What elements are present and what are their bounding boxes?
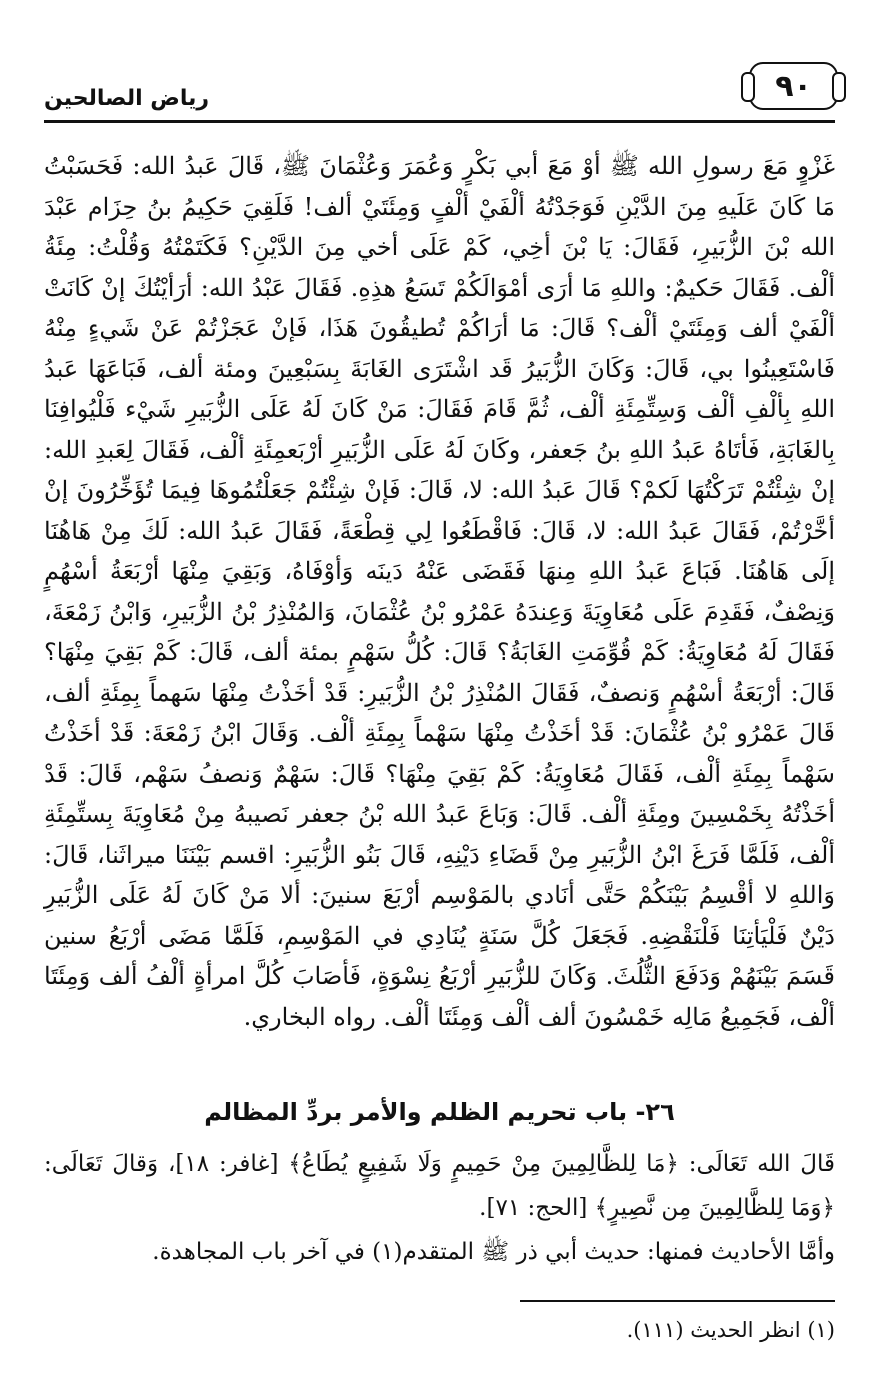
- page-number: ٩٠: [775, 68, 812, 104]
- quran-verses-paragraph: قَالَ الله تَعَالَى: ﴿مَا لِلظَّالِمِينَ مِنْ حَمِيمٍ وَلَا شَفِيعٍ يُطَاعُ﴾ [غافر: ١٨]، وَقالَ تَعَالَى: ﴿وَمَا لِلظَّالِمِينَ مِن نَّصِيرٍ﴾ [الحج: ٧١].: [44, 1151, 835, 1221]
- hadith-text: [44, 146, 835, 1037]
- hadith-paragraph: غَزْوٍ مَعَ رسولِ الله ﷺ أوْ مَعَ أبي بَكْرٍ وَعُمَرَ وَعُثْمَانَ ﷺ، قَالَ عَبدُ الله: فَحَسَبْتُ مَا كَانَ عَلَيهِ مِنَ الدَّيْنِ فَوَجَدْتُهُ ألْفَيْ ألْفٍ وَمِئَتَيْ ألف! فَلَقِيَ حَكِيمُ بنُ حِزَام عَبْدَ الله بْنَ الزُّبَيرِ، فَقَالَ: يَا بْنَ أخِي، كَمْ عَلَى أخي مِنَ الدَّيْنِ؟ فَكَتَمْتُهُ وَقُلْتُ: مِئَةُ ألْف. فَقَالَ حَكيمٌ: واللهِ مَا أرَى أمْوَالَكُمْ تَسَعُ هذِهِ. فَقَالَ عَبْدُ الله: أرَأيْتُكَ إنْ كَانَتْ ألْفَيْ ألف وَمِئَتَيْ ألْف؟ قَالَ: مَا أرَاكُمْ تُطيقُونَ هَذَا، فَإنْ عَجَزْتُمْ عَنْ شَيءٍ مِنْهُ فَاسْتَعِينُوا بي، قَالَ: وَكَانَ الزُّبَيرُ قَد اشْتَرَى الغَابَةَ بِسَبْعِينَ ومئة ألف، فَبَاعَهَا عَبدُ اللهِ بِألْفِ ألْف وَسِتِّمِئَةِ ألْف، ثُمَّ قَامَ فَقَالَ: مَنْ كَانَ لَهُ عَلَى الزُّبَيرِ شَيْء فَلْيُوافِنَا بِالغَابَةِ، فَأتَاهُ عَبدُ اللهِ بنُ جَعفر، وكَانَ لَهُ عَلَى الزُّبَيرِ أرْبَعمِئَةِ ألْف، فَقَالَ لِعَبدِ الله: إنْ شِئْتُمْ تَرَكْتُهَا لَكمْ؟ قَالَ عَبدُ الله: لا، قَالَ: فَإنْ شِئْتُمْ جَعَلْتُمُوهَا فِيمَا تُؤَخِّرُونَ إنْ أخَّرْتُمْ، فَقَالَ عَبدُ الله: لا، قَالَ: فَاقْطَعُوا لِي قِطْعَةً، فَقَالَ عَبدُ الله: لَكَ مِنْ هَاهُنَا إلَى هَاهُنَا. فَبَاعَ عَبدُ اللهِ مِنهَا فَقَضَى عَنْهُ دَينَه وَأوْفَاهُ، وَبَقِيَ مِنْهَا أرْبَعَةُ أسْهُمٍ وَنِصْفٌ، فَقَدِمَ عَلَى مُعَاوِيَةَ وَعِندَهُ عَمْرُو بْنُ عُثْمَانَ، وَالمُنْذِرُ بْنُ الزُّبَيرِ، وَابْنُ زَمْعَةَ، فَقَالَ لَهُ مُعَاوِيَةُ: كَمْ قُوِّمَتِ الغَابَةُ؟ قَالَ: كُلُّ سَهْمٍ بمئة ألف، قَالَ: كَمْ بَقِيَ مِنْهَا؟ قَالَ: أرْبَعَةُ أسْهُمٍ وَنصفٌ، فَقَالَ المُنْذِرُ بْنُ الزُّبَيرِ: قَدْ أخَذْتُ مِنْهَا سَهماً بِمِئَةِ ألف، قَالَ عَمْرُو بْنُ عُثْمَانَ: قَدْ أخَذْتُ مِنْهَا سَهْماً بِمِئَةِ ألْف. وَقَالَ ابْنُ زَمْعَةَ: قَدْ أخَذْتُ سَهْماً بِمِئَةِ ألْف، فَقَالَ مُعَاوِيَةُ: كَمْ بَقِيَ مِنْهَا؟ قَالَ: سَهْمٌ وَنصفُ سَهْم، قَالَ: قَدْ أخَذْتُهُ بِخَمْسِينَ ومِئَةِ ألْف. قَالَ: وَبَاعَ عَبدُ الله بْنُ جعفر نَصيبهُ مِنْ مُعَاوِيَةَ بِستِّمِئَةِ ألْف، فَلَمَّا فَرَغَ ابْنُ الزُّبَيرِ مِنْ قَضَاءِ دَيْنِهِ، قَالَ بَنُو الزُّبَيرِ: اقسم بَيْنَنَا ميراثَنا، قَالَ: وَاللهِ لا أقْسِمُ بَيْنَكُمْ حَتَّى أنَادي بالمَوْسِم أرْبَعَ سنينَ: ألا مَنْ كَانَ لَهُ عَلَى الزُّبَيرِ دَيْنٌ فَلْيَأتِنَا فَلْنَقْضِهِ. فَجَعَلَ كُلَّ سَنَةٍ يُنَادِي في المَوْسِمِ، فَلَمَّا مَضَى أرْبَعُ سنين قَسَمَ بَيْنَهُمْ وَدَفَعَ الثُّلُثَ. وَكَانَ للزُّبَيرِ أرْبَعُ نِسْوَةٍ، فَأصَابَ كُلَّ امرأةٍ ألْفُ ألف وَمِئَتَا ألْف، فَجَمِيعُ مَالِه خَمْسُونَ ألف ألْف وَمِئَتَا ألْف. رواه البخاري.: [44, 152, 836, 1031]
- footnote-divider: [520, 1300, 835, 1302]
- header-divider: [44, 120, 835, 123]
- chapter-body: [44, 1142, 835, 1274]
- chapter-heading: ٢٦- باب تحريم الظلم والأمر بردِّ المظالم: [204, 1098, 675, 1126]
- footnote: (١) انظر الحديث (١١١).: [626, 1318, 835, 1342]
- hadith-reference-paragraph: وأمَّا الأحاديث فمنها: حديث أبي ذر ﷺ المتقدم(١) في آخر باب المجاهدة.: [152, 1239, 835, 1265]
- book-title: رياض الصالحين: [44, 86, 210, 111]
- page-header: [44, 62, 835, 122]
- page-number-frame: [749, 62, 838, 110]
